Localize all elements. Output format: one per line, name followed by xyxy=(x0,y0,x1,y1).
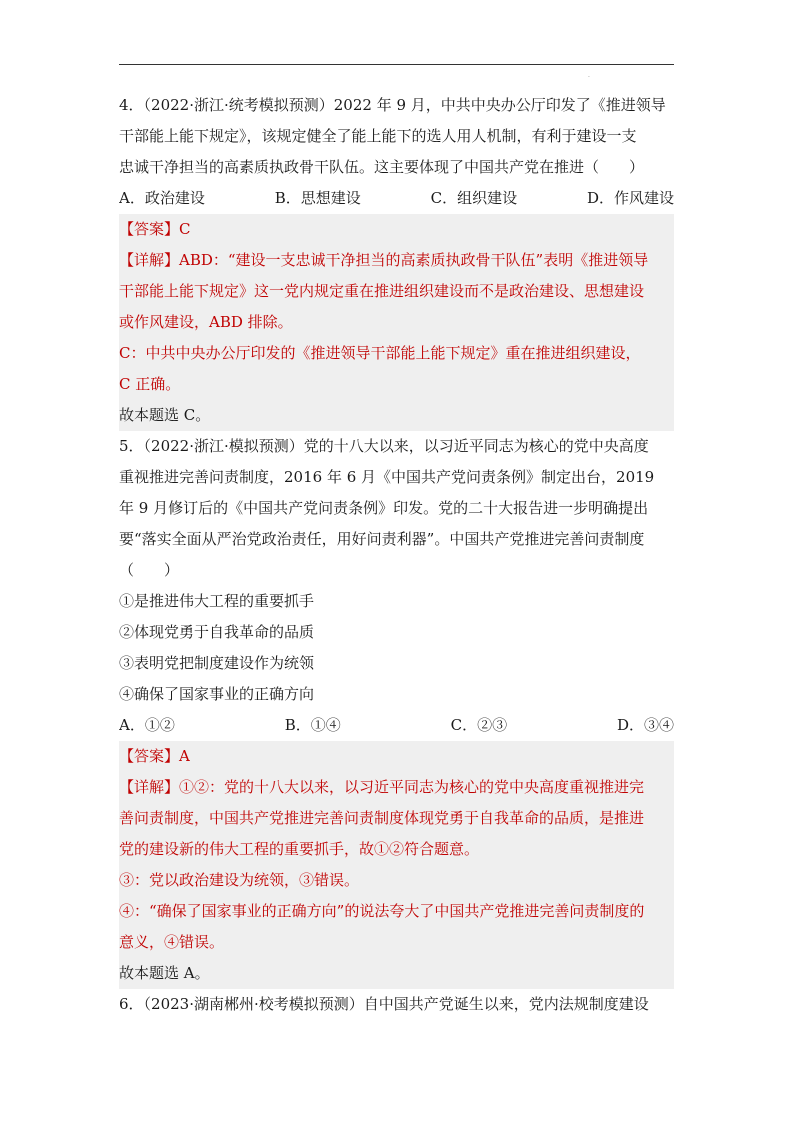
question-4-option-c: C．组织建设 xyxy=(430,189,518,207)
question-5-explain-line-1: 【详解】①②：党的十八大以来，以习近平同志为核心的党中央高度重视推进完 xyxy=(119,778,645,796)
question-5-item-1: ①是推进伟大工程的重要抓手 xyxy=(119,592,315,610)
header-mark: · xyxy=(588,74,590,81)
question-5-explain-line-6: 意义，④错误。 xyxy=(119,933,225,951)
question-4-stem-line-2: 干部能上能下规定》，该规定健全了能上能下的选人用人机制，有利于建设一支 xyxy=(119,127,637,145)
question-5-option-b: B．①④ xyxy=(284,716,341,734)
question-4-options xyxy=(119,183,674,214)
question-4-option-b: B．思想建设 xyxy=(274,189,361,207)
question-4-answer: 【答案】C xyxy=(119,220,191,238)
question-5-options xyxy=(119,710,674,741)
question-5-stem-line-3: 年 9 月修订后的《中国共产党问责条例》印发。党的二十大报告进一步明确提出 xyxy=(119,499,649,517)
question-6-stem-line-1: 6．（2023·湖南郴州·校考模拟预测）自中国共产党诞生以来，党内法规制度建设 xyxy=(119,995,649,1013)
question-5-explain-line-2: 善问责制度，中国共产党推进完善问责制度体现党勇于自我革命的品质，是推进 xyxy=(119,809,645,827)
question-4-stem-line-3: 忠诚干净担当的高素质执政骨干队伍。这主要体现了中国共产党在推进（ ） xyxy=(119,158,645,176)
question-5-stem-line-2: 重视推进完善问责制度，2016 年 6 月《中国共产党问责条例》制定出台，2019 xyxy=(119,468,655,486)
question-5-answer: 【答案】A xyxy=(119,747,190,765)
document-content xyxy=(119,90,674,1020)
question-5-explain-line-3: 党的建设新的伟大工程的重要抓手，故①②符合题意。 xyxy=(119,840,480,858)
question-5-stem-line-4: 要“落实全面从严治党政治责任，用好问责利器”。中国共产党推进完善问责制度 xyxy=(119,530,645,548)
question-4-answer-block xyxy=(119,214,674,431)
question-5-item-2: ②体现党勇于自我革命的品质 xyxy=(119,623,315,641)
question-4-explain-line-5: C 正确。 xyxy=(119,375,181,393)
question-5 xyxy=(119,431,674,989)
question-4-conclusion: 故本题选 C。 xyxy=(119,406,211,424)
question-4-explain-line-4: C：中共中央办公厅印发的《推进领导干部能上能下规定》重在推进组织建设， xyxy=(119,344,641,362)
question-4-option-d: D．作风建设 xyxy=(586,189,674,207)
question-5-answer-block xyxy=(119,741,674,989)
question-5-item-3: ③表明党把制度建设作为统领 xyxy=(119,654,315,672)
question-4-explain-line-2: 干部能上能下规定》这一党内规定重在推进组织建设而不是政治建设、思想建设 xyxy=(119,282,645,300)
question-5-conclusion: 故本题选 A。 xyxy=(119,964,210,982)
question-4-explain-line-1: 【详解】ABD：“建设一支忠诚干净担当的高素质执政骨干队伍”表明《推进领导 xyxy=(119,251,649,269)
question-5-stem-line-5: （ ） xyxy=(119,561,180,579)
question-4-explain-line-3: 或作风建设，ABD 排除。 xyxy=(119,313,293,331)
question-4-stem-line-1: 4．（2022·浙江·统考模拟预测）2022 年 9 月，中共中央办公厅印发了《推进领导 xyxy=(119,96,666,114)
question-5-item-4: ④确保了国家事业的正确方向 xyxy=(119,685,315,703)
question-5-option-c: C．②③ xyxy=(450,716,508,734)
question-4 xyxy=(119,90,674,431)
question-5-option-a: A．①② xyxy=(119,716,175,734)
question-6 xyxy=(119,989,674,1020)
question-5-stem-line-1: 5．（2022·浙江·模拟预测）党的十八大以来，以习近平同志为核心的党中央高度 xyxy=(119,437,649,455)
header-rule xyxy=(119,64,674,65)
question-5-explain-line-4: ③：党以政治建设为统领，③错误。 xyxy=(119,871,360,889)
question-5-explain-line-5: ④：“确保了国家事业的正确方向”的说法夸大了中国共产党推进完善问责制度的 xyxy=(119,902,645,920)
question-5-option-d: D．③④ xyxy=(616,716,674,734)
question-4-option-a: A．政治建设 xyxy=(119,189,205,207)
